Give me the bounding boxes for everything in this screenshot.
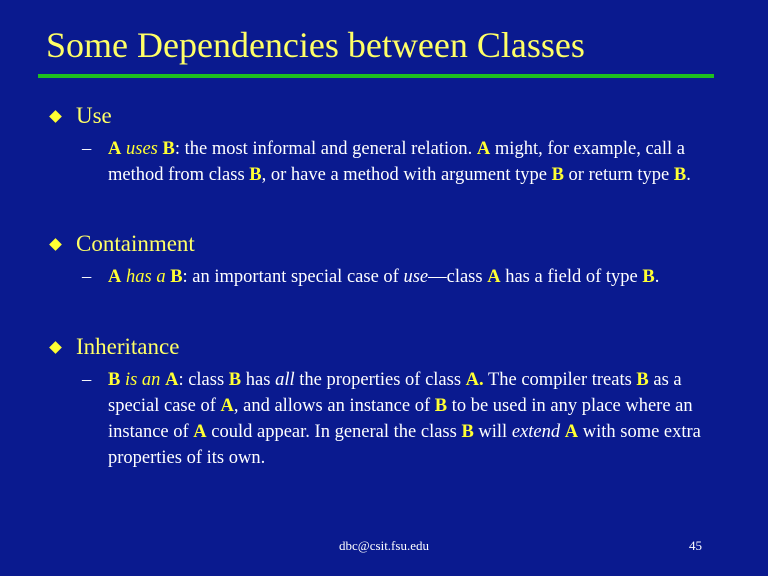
text-run: to be used in any place where an instance of: [108, 396, 693, 442]
text-run: with some extra properties of its own.: [108, 422, 701, 468]
text-run: B: [636, 370, 649, 390]
text-run: or return type: [563, 165, 674, 185]
text-run: B: [162, 139, 175, 159]
text-run: The compiler treats: [483, 370, 637, 390]
sub-bullet-text: [108, 264, 722, 290]
bullet-label: Inheritance: [76, 334, 180, 359]
text-run: A.: [465, 370, 484, 390]
text-run: B: [249, 165, 262, 185]
text-run: A: [487, 267, 501, 287]
sub-bullet-containment: [82, 264, 722, 290]
diamond-bullet-icon: [49, 238, 62, 251]
bullet-inheritance: [48, 332, 179, 362]
diamond-bullet-icon: [49, 110, 62, 123]
text-run: all: [275, 370, 295, 390]
text-run: A: [165, 370, 179, 390]
text-run: could appear. In general the class: [206, 422, 462, 442]
text-run: B: [461, 422, 474, 442]
text-run: extend: [511, 422, 561, 442]
sub-bullet-text: [108, 136, 722, 188]
dash-marker: –: [82, 267, 92, 287]
slide-title: Some Dependencies between Classes: [46, 25, 585, 65]
text-run: B: [434, 396, 448, 416]
text-run: A: [108, 267, 122, 287]
title-underline: [38, 74, 714, 78]
text-run: the properties of class: [294, 370, 466, 390]
bullet-label: Use: [76, 103, 112, 128]
text-run: use: [403, 267, 429, 287]
text-run: has: [241, 370, 276, 390]
text-run: B: [228, 370, 242, 390]
footer-email: dbc@csit.fsu.edu: [339, 538, 429, 553]
diamond-bullet-icon: [49, 341, 62, 354]
text-run: B: [673, 165, 687, 185]
dash-marker: –: [82, 370, 92, 390]
dash-marker: –: [82, 139, 92, 159]
text-run: B: [170, 267, 183, 287]
page-number: 45: [689, 538, 702, 553]
text-run: is an: [124, 370, 161, 390]
text-run: will: [473, 422, 512, 442]
text-run: : the most informal and general relation.: [174, 139, 477, 159]
text-run: A: [193, 422, 207, 442]
sub-bullet-text: [108, 367, 722, 471]
text-run: B: [642, 267, 655, 287]
text-run: A: [220, 396, 234, 416]
text-run: , and allows an instance of: [233, 396, 435, 416]
bullet-label: Containment: [76, 231, 195, 256]
text-run: .: [654, 267, 660, 287]
text-run: B: [551, 165, 564, 185]
sub-bullet-inheritance: [82, 367, 722, 471]
text-run: as a special case of: [108, 370, 682, 416]
text-run: might, for example, call a method from class: [108, 139, 685, 185]
text-run: A: [108, 139, 122, 159]
text-run: B: [108, 370, 121, 390]
text-run: has a field of type: [500, 267, 643, 287]
bullet-use: [48, 101, 112, 131]
text-run: A: [476, 139, 491, 159]
text-run: A: [564, 422, 579, 442]
text-run: , or have a method with argument type: [261, 165, 552, 185]
text-run: uses: [126, 139, 158, 159]
sub-bullet-use: [82, 136, 722, 188]
text-run: has a: [126, 267, 166, 287]
text-run: : an important special case of: [182, 267, 404, 287]
text-run: : class: [178, 370, 229, 390]
text-run: .: [686, 165, 691, 185]
text-run: —class: [428, 267, 488, 287]
bullet-containment: [48, 229, 195, 259]
